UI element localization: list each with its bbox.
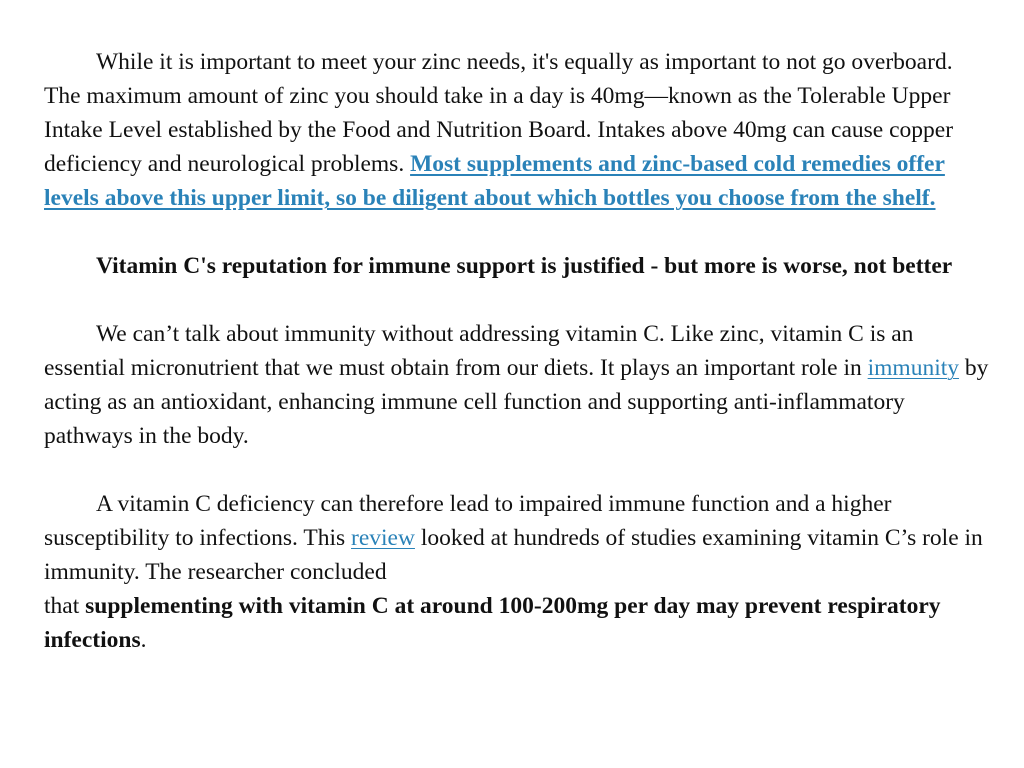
document-body bbox=[44, 45, 994, 657]
paragraph-deficiency-lead: that bbox=[44, 593, 86, 619]
bold-conclusion-text: supplementing with vitamin C at around 100-200mg per day may prevent respiratory infections bbox=[44, 593, 941, 653]
paragraph-deficiency-conclusion bbox=[44, 589, 994, 657]
paragraph-deficiency-end: . bbox=[140, 627, 147, 653]
paragraph-deficiency-middle: looked at hundreds of studies examining vitamin C’s role in immunity. The researcher concluded bbox=[44, 525, 983, 585]
paragraph-spacer bbox=[44, 215, 994, 249]
link-supplements-above-limit[interactable]: Most supplements and zinc-based cold remedies offer levels above this upper limit, so be diligent about which bottles you choose from the shelf. bbox=[44, 151, 945, 211]
paragraph-zinc-limit bbox=[44, 45, 994, 215]
paragraph-vitamin-c-deficiency bbox=[44, 487, 994, 657]
section-heading-vitamin-c: Vitamin C's reputation for immune support is justified - but more is worse, not better bbox=[96, 253, 953, 279]
paragraph-spacer bbox=[44, 453, 994, 487]
paragraph-vitamin-c-intro-text: We can’t talk about immunity without addressing vitamin C. Like zinc, vitamin C is an essential micronutrient that we must obtain from our diets. It plays an important role in bbox=[44, 321, 914, 381]
paragraph-deficiency-text: A vitamin C deficiency can therefore lead to impaired immune function and a higher susceptibility to infections. This bbox=[44, 491, 892, 551]
link-review[interactable]: review bbox=[351, 525, 415, 551]
paragraph-vitamin-c-intro-rest: by acting as an antioxidant, enhancing immune cell function and supporting anti-inflammatory pathways in the body. bbox=[44, 355, 989, 449]
paragraph-spacer bbox=[44, 283, 994, 317]
paragraph-zinc-text: While it is important to meet your zinc needs, it's equally as important to not go overboard. The maximum amount of zinc you should take in a day is 40mg—known as the Tolerable Upper Intake Level established by the Food and Nutrition Board. Intakes above 40mg can cause copper deficiency and neurological problems. bbox=[44, 49, 954, 177]
link-immunity[interactable]: immunity bbox=[867, 355, 960, 381]
paragraph-vitamin-c-intro bbox=[44, 317, 994, 453]
